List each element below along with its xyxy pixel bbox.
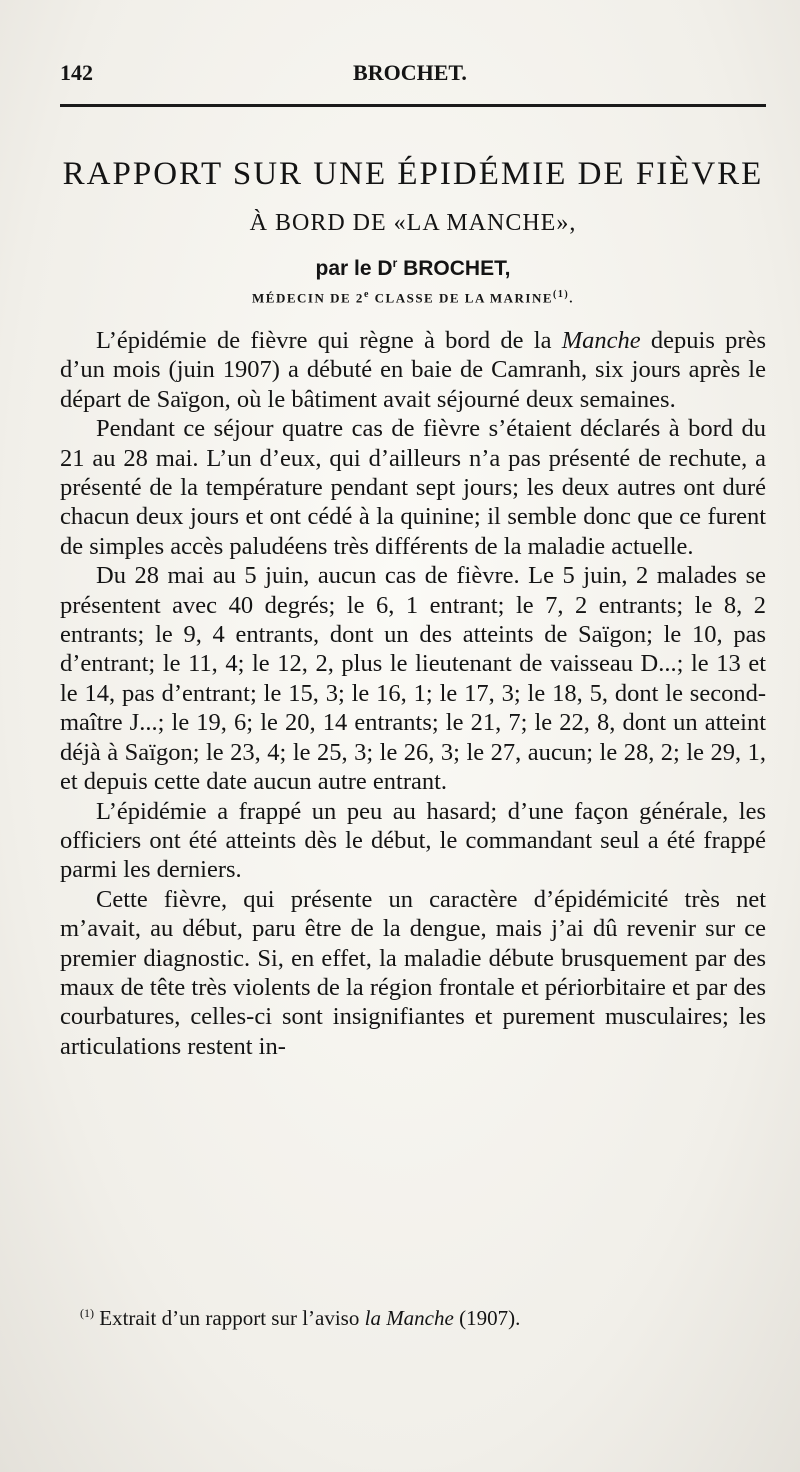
paragraph-3: Du 28 mai au 5 juin, aucun cas de fièvre. Le 5 juin, 2 malades se présentent avec 40 degrés; le 6, 1 entrant; le 7, 2 entrants; le 8, 2 entrants; le 9, 4 entrants, dont un des atteints de Saïgon; le 10, pas d’entrant; le 11, 4; le 12, 2, plus le lieutenant de vaisseau D...; le 13 et le 14, pas d’entrant; le 15, 3; le 16, 1; le 17, 3; le 18, 5, dont le second-maître J...; le 19, 6; le 20, 14 entrants; le 21, 7; le 22, 8, dont un atteint déjà à Saïgon; le 23, 4; le 25, 3; le 26, 3; le 27, aucun; le 28, 2; le 29, 1, et depuis cette date aucun autre entrant.: [60, 562, 766, 796]
body-text: [60, 326, 766, 1061]
ship-name: Manche: [561, 327, 641, 354]
header-rule: [60, 104, 766, 107]
paragraph-5: Cette fièvre, qui présente un caractère d’épidémicité très net m’avait, au début, paru être de la dengue, mais j’ai dû revenir sur ce premier diagnostic. Si, en effet, la maladie débute brusquement par des maux de tête très violents de la région frontale et périorbitaire et par des courbatures, celles-ci sont insignifiantes et purement musculaires; les articulations restent in-: [60, 885, 766, 1060]
author-name: BROCHET,: [397, 257, 511, 280]
running-head: BROCHET.: [353, 60, 467, 85]
paragraph-2: Pendant ce séjour quatre cas de fièvre s’étaient déclarés à bord du 21 au 28 mai. L’un d’eux, qui d’ailleurs n’a pas présenté de rechute, a présenté de la température pendant sept jours; les deux autres ont duré chacun deux jours et ont cédé à la quinine; il semble donc que ce furent de simples accès paludéens très différents de la maladie actuelle.: [60, 415, 766, 560]
rank-sup: e: [363, 289, 370, 300]
paragraph-1-text-a: L’épidémie de fièvre qui règne à bord de la: [96, 327, 562, 354]
footnote-text-b: (1907).: [453, 1306, 521, 1330]
paragraph-4: L’épidémie a frappé un peu au hasard; d’une façon générale, les officiers ont été atteints dès le début, le commandant seul a été frappé parmi les derniers.: [60, 797, 766, 884]
footnote-ship-name: la Manche: [364, 1306, 454, 1330]
page-number: 142: [60, 60, 93, 85]
author-sup: r: [392, 256, 398, 270]
article-title: RAPPORT SUR UNE ÉPIDÉMIE DE FIÈVRE: [62, 156, 764, 192]
footnote-marker: (1): [80, 1306, 94, 1320]
article-subtitle: À BORD DE «LA MANCHE»,: [249, 210, 577, 236]
paragraph-1-text-b: depuis près d’un mois (juin 1907) a débuté en baie de Camranh, six jours après le départ de Saïgon, où le bâtiment avait séjourné deux semaines.: [60, 327, 766, 413]
author-line: [60, 256, 766, 281]
rank-rest: CLASSE DE LA MARINE: [369, 290, 554, 306]
rank-text: MÉDECIN DE 2: [252, 290, 364, 306]
page-header: [60, 56, 760, 90]
footnote: [80, 1306, 766, 1331]
author-rank: [60, 289, 766, 306]
author-prefix: par le D: [315, 257, 393, 280]
footnote-ref: (1): [553, 289, 570, 300]
paragraph-1: [60, 326, 766, 414]
rank-end: .: [569, 290, 574, 306]
footnote-text-a: Extrait d’un rapport sur l’aviso: [94, 1306, 365, 1330]
